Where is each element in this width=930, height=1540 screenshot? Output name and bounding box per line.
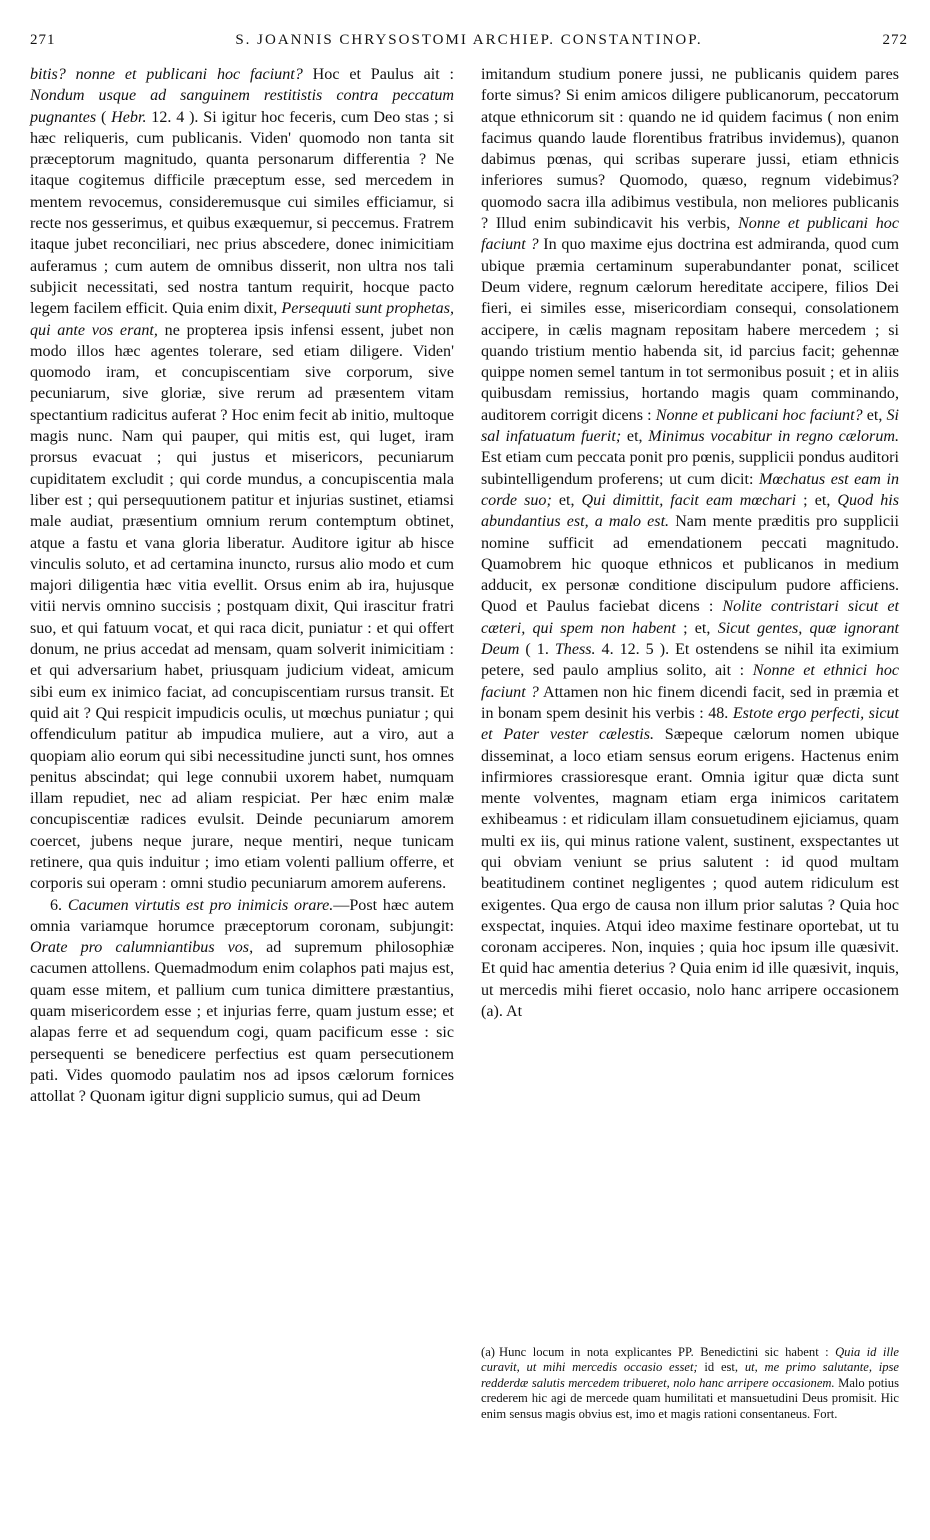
text-run: ( <box>96 108 112 126</box>
left-paragraph-2 <box>30 895 454 1108</box>
text-run: ; et, <box>675 619 718 637</box>
footnote <box>481 1345 899 1422</box>
italic-text: Minimus vocabitur in regno cælorum. <box>648 428 900 446</box>
text-run: et, <box>862 406 887 424</box>
text-run: Nam mente præditis pro supplicii nomine sufficit ad emendationem peccati magnitudo. Quamobrem hic quoque ethnicos et publicanos in medium adducit, ex personæ conditione discipulum pudore afficiens. Quod et Paulus faciebat dicens : <box>481 513 899 616</box>
italic-text: Nondum usque ad sanguinem restitistis contra peccatum pugnantes <box>30 87 454 126</box>
text-run: 12. 4 ). Si igitur hoc feceris, cum Deo stas ; si hæc reliqueris, cum publicanis. Viden' quomodo non tanta sit præceptorum magnitudo, quanta personarum differentia ? Ne itaque cogitemus difficile præceptum esse, sed mercedem in mentem revocemus, consideremusque cui similes efficiamur, si recte nos gesserimus, et quibus exæquemur, si peccemus. Fratrem itaque jubet reconciliari, nec prius abscedere, donec inimicitiam auferamus ; cum autem de omnibus disserit, non ultra nos tali subjicit necessitati, sed nostra tantum requirit, hocque pacto legem facilem efficit. Quia enim dixit, <box>30 108 455 318</box>
italic-text: Cacumen virtutis est pro inimicis orare. <box>67 896 334 914</box>
italic-text: Nonne et ethnici hoc faciunt ? <box>481 662 900 701</box>
text-run: Attamen non hic finem dicendi facit, sed in præmia et in bonam spem desinit his verbis : 48. <box>481 683 899 722</box>
text-run: imitandum studium ponere jussi, ne publicanis quidem pares forte simus? Si enim amicos diligere publicanorum, peccatorum atque ethnicorum sit : quando ne id quidem facimus ( non enim facimus quando laude florentibus fratribus invidemus), quanon dabimus pœnas, qui scribas superare jussi, etiam ethnicis inferiores sumus? Quomodo, quæso, regnum videbimus? quomodo sacra illa adibimus vestibula, non meliores publicanis ? Illud enim subindicavit his verbis, <box>481 66 899 233</box>
text-run: Hoc et Paulus ait : <box>302 66 454 83</box>
italic-text: Thess. <box>554 641 596 659</box>
italic-text: bitis? nonne et publicani hoc faciunt? <box>30 66 303 83</box>
italic-text: Sicut gentes, quæ ignorant Deum <box>481 619 900 659</box>
italic-text: Quia id ille curavit, ut mihi mercedis occasio esset; <box>481 1345 899 1375</box>
text-run: ne propterea ipsis infensi essent, jubet non modo illos hæc agentes tolerare, sed etiam diligere. Viden' quomodo iram, et concupiscentiam sive corporum, sive pecuniarum, sive gloriæ, sive rerum ad præsentem vitam spectantium radicitus auferat ? Hoc enim fecit ab initio, multoque magis nunc. Nam qui pauper, qui mitis est, qui luget, iram prorsus evacuat ; qui justus et misericors, pecuniarum cupiditatem excludit ; qui corde mundus, a concupiscentia mala liber est ; qui persequutionem patitur et injurias sustinet, etiamsi male audiat, præsentium omnium rerum contemptum obtinet, atque a fastu et vana gloria liberatur. Auditore igitur ab hisce vinculis soluto, et ad certamina inuncto, rursus alio modo et cum majori diligentia hæc vitia evellit. Orsus enim ab ira, hujusque vitii nervis omnino succisis ; postquam dixit, Qui irascitur fratri suo, et qui fatuum vocat, et qui raca dicit, puniatur : et qui offert donum, ne prius accedat ad mensam, quam solverit inimicitiam : et qui adversarium habet, priusquam judicium videat, amicum sibi eum ex inimico faciat, ad concupiscentiam rursus transit. Et quid ait ? Qui respicit impudicis oculis, ut mœchus puniatur ; qui offendiculum patitur ab impudica muliere, aut a viro, aut a quopiam alio eorum qui sibi necessitudine juncti sunt, hos omnes penitus abscindat; qui lege connubii uxorem habet, numquam illam repudiet, nec ad aliam respiciat. Per hæc enim malæ concupiscentiæ radices evulsit. Deinde pecuniarum amorem coercet, jubens neque jurare, neque mentiri, neque tunicam retinere, qua quis induitur ; imo etiam volenti pallium offerre, et corporis sui operam : omni studio pecuniarum amorem auferens. <box>30 321 454 893</box>
text-run: Malo potius crederem hic agi de mercede quam humilitati et mansuetudini Deus promisit. Hic enim sensus magis obvius est, imo et magis rationi consentaneus. Fort. <box>481 1375 900 1421</box>
italic-text: Quod his abundantius est, a malo est. <box>481 491 899 531</box>
italic-text: Nonne et publicani hoc faciunt? <box>655 406 863 424</box>
text-run: 4. 12. 5 ). Et ostendens se nihil ita eximium petere, sed paulo amplius solito, ait : <box>481 641 899 680</box>
footnote-mark: (a) <box>481 1345 495 1359</box>
running-title: S. JOANNIS CHRYSOSTOMI ARCHIEP. CONSTANTINOP. <box>235 32 703 48</box>
text-run: ad supremum philosophiæ cacumen attollens. Quemadmodum enim colaphos pati majus est, quam esse mitem, et pallium cum tunica dimittere præstantius, quam misericordem esse ; et injurias ferre, quam justum esse; et alapas ferre et ad sequendum cogi, quam pacificum esse : sic persequenti se benedicere perfectius est quam persecutionem pati. Vides quomodo paulatim nos ad ipsos cælorum fornices attollat ? Quonam igitur digni supplicio sumus, qui ad Deum <box>30 939 454 1106</box>
text-run: ; et, <box>796 491 838 509</box>
right-paragraph-1 <box>481 64 899 1022</box>
italic-text: Hebr. <box>111 108 147 126</box>
right-column <box>481 64 899 1022</box>
text-run: id est, <box>697 1360 745 1375</box>
left-column <box>30 64 454 1108</box>
text-run: Sæpeque cælorum nomen ubique disseminat, a loco etiam sensus eorum erigens. Hactenus enim infirmiores crassioresque erant. Omnia igitur quæ dicta sunt mente volventes, magnam etiam erga inimicos caritatem exhibeamus : et ridiculam illam consuetudinem ejiciamus, quam multi ex iis, qui minus ratione valent, sustinent, exspectantes ut qui obviam veniunt se prius salutent : id quod multam beatitudinem continet negligentes ; quod autem ridiculum est exigentes. Qua ergo de causa non illum prior salutas ? Quia hoc exspectat, inquies. Atqui ideo maxime festinare oportebat, ut tu coronam acciperes. Non, inquies ; quia hoc ipsum ille quæsivit. Et quid hac amentia deterius ? Quia enim id ille quæsivit, inquis, ut mercedis mihi fieret occasio, nolo hanc arripere occasionem (a). At <box>481 726 899 1021</box>
italic-text: Si sal infatuatum fuerit; <box>481 406 900 446</box>
italic-text: Persequuti sunt prophetas, qui ante vos erant, <box>30 300 454 339</box>
left-paragraph-1 <box>30 64 454 895</box>
italic-text: Orate pro calumniantibus vos, <box>30 939 254 957</box>
italic-text: Qui dimittit, facit eam mœchari <box>581 491 797 509</box>
text-run: Hunc locum in nota explicantes PP. Benedictini sic habent : <box>498 1345 836 1359</box>
italic-text: ut, me primo salutante, ipse redderdæ salutis mercedem tribueret, nolo hanc arripere occasionem. <box>481 1360 899 1390</box>
text-run: et, <box>621 428 649 446</box>
text-run: —Post hæc autem omnia variamque horumce præceptorum coronam, subjungit: <box>30 896 454 935</box>
text-run: Est etiam cum peccata ponit pro pœnis, supplicii pondus auditori subintelligendum proferens; ut cum dicit: <box>481 449 899 488</box>
text-run: In quo maxime ejus doctrina est admiranda, quod cum ubique præmia certaminum superabundanter ponat, scilicet Deum videre, regnum cælorum hereditate accipere, filios Dei fieri, ei similes esse, misericordiam consequi, consolationem accipere, in cælis magnam repositam habere mercedem ; si quando tristium mentio habenda sit, id parcius facit; gehennæ quippe nomen semel tantum in tot sermonibus posuit ; et in aliis quibusdam remissius, hortando magis quam comminando, auditorem corrigit dicens : <box>481 236 899 424</box>
text-run: et, <box>551 491 582 509</box>
italic-text: Nonne et publicani hoc faciunt ? <box>481 215 899 254</box>
italic-text: Nolite contristari sicut et cæteri, qui spem non habent <box>481 598 899 637</box>
page-number-left: 271 <box>30 32 56 48</box>
footnote-text <box>481 1345 899 1421</box>
page-number-right: 272 <box>882 32 908 48</box>
running-header <box>30 32 908 54</box>
text-run: ( 1. <box>519 641 555 659</box>
italic-text: Mœchatus est eam in corde suo; <box>481 470 899 509</box>
italic-text: Estote ergo perfecti, sicut et Pater vester cælestis. <box>481 704 899 744</box>
text-run: 6. <box>50 896 68 914</box>
